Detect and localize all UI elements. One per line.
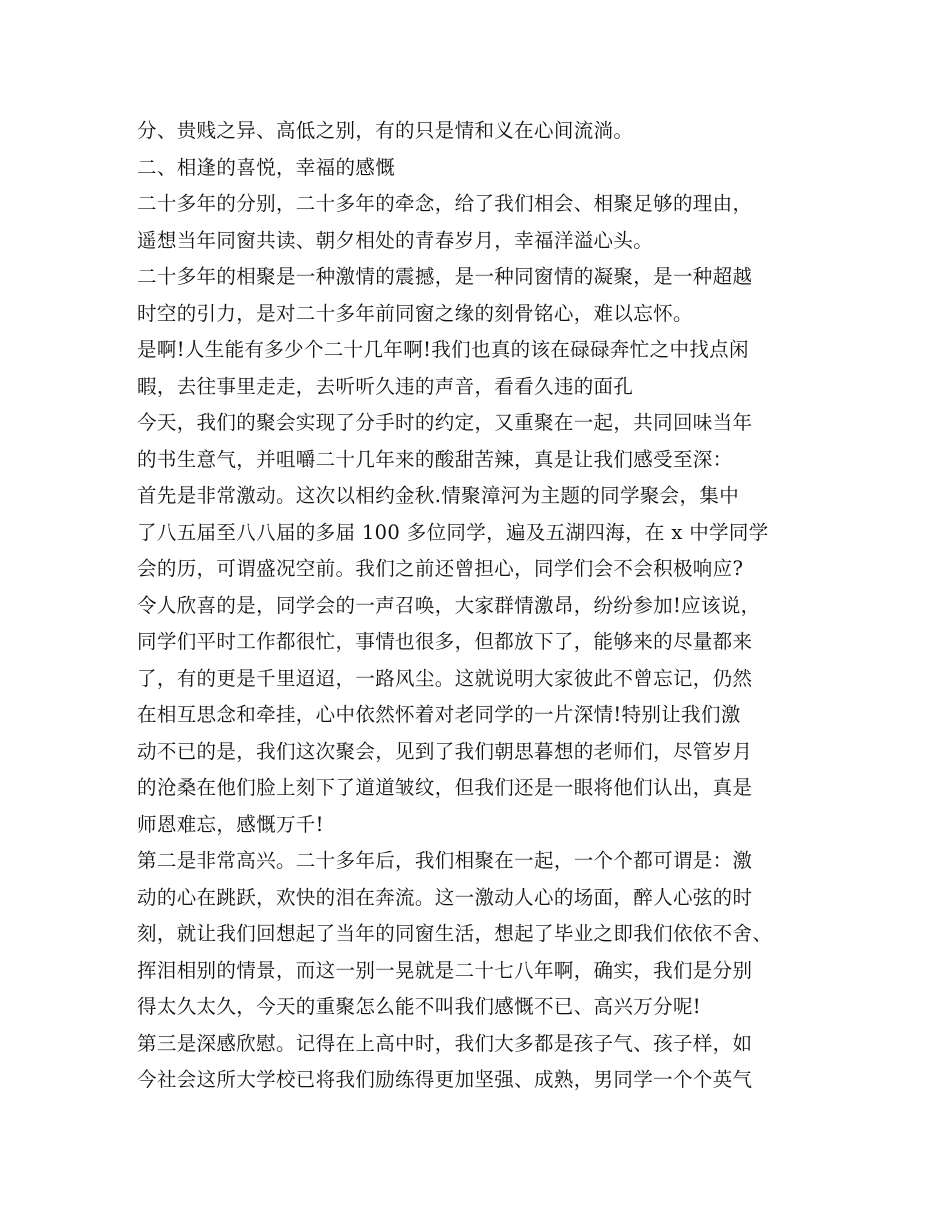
text-line: 令人欣喜的是，同学会的一声召唤，大家群情激昂，纷纷参加!应该说， (137, 593, 761, 617)
text-line: 首先是非常激动。这次以相约金秋.情聚漳河为主题的同学聚会，集中 (137, 484, 740, 507)
text-line: 二十多年的分别，二十多年的牵念，给了我们相会、相聚足够的理由， (137, 192, 753, 215)
text-line: 同学们平时工作都很忙，事情也很多，但都放下了，能够来的尽量都来 (137, 630, 753, 653)
text-line: 动的心在跳跃，欢快的泪在奔流。这一激动人心的场面，醉人心弦的时 (137, 885, 753, 909)
text-line: 会的历，可谓盛况空前。我们之前还曾担心，同学们会不会积极响应? (137, 557, 744, 580)
text-line: 今社会这所大学校已将我们励练得更加坚强、成熟，男同学一个个英气 (137, 1068, 753, 1091)
text-line: 动不已的是，我们这次聚会，见到了我们朝思暮想的老师们，尽管岁月 (137, 739, 753, 763)
text-line: 第三是深感欣慰。记得在上高中时，我们大多都是孩子气、孩子样，如 (137, 1031, 753, 1055)
text-line: 的沧桑在他们脸上刻下了道道皱纹，但我们还是一眼将他们认出，真是 (137, 776, 753, 799)
text-line: 遥想当年同窗共读、朝夕相处的青春岁月，幸福洋溢心头。 (137, 228, 654, 252)
text-line: 时空的引力，是对二十多年前同窗之缘的刻骨铭心，难以忘怀。 (137, 301, 693, 325)
text-line: 第二是非常高兴。二十多年后，我们相聚在一起，一个个都可谓是：激 (137, 849, 753, 872)
text-line: 是啊!人生能有多少个二十几年啊!我们也真的该在碌碌奔忙之中找点闲 (137, 338, 749, 361)
text-line: 刻，就让我们回想起了当年的同窗生活，想起了毕业之即我们依依不舍、 (137, 922, 773, 945)
text-line: 二十多年的相聚是一种激情的震撼，是一种同窗情的凝聚，是一种超越 (137, 265, 753, 288)
text-line: 师恩难忘，感慨万千! (137, 812, 324, 836)
text-line: 得太久太久，今天的重聚怎么能不叫我们感慨不已、高兴万分呢! (137, 995, 701, 1018)
text-line: 暇，去往事里走走，去听听久违的声音，看看久违的面孔 (137, 374, 634, 398)
text-line: 的书生意气，并咀嚼二十几年来的酸甜苦辣，真是让我们感受至深： (137, 447, 733, 471)
text-line: 今天，我们的聚会实现了分手时的约定，又重聚在一起，共同回味当年 (137, 411, 753, 434)
text-line: 了，有的更是千里迢迢，一路风尘。这就说明大家彼此不曾忘记，仍然 (137, 666, 753, 690)
section-heading: 二、相逢的喜悦，幸福的感慨 (137, 155, 396, 179)
document-body (137, 113, 827, 1099)
text-line: 挥泪相别的情景，而这一别一晃就是二十七八年啊，确实，我们是分别 (137, 958, 753, 982)
text-line: 分、贵贱之异、高低之别，有的只是情和义在心间流淌。 (137, 119, 634, 142)
text-line: 在相互思念和牵挂，心中依然怀着对老同学的一片深情!特别让我们激 (137, 703, 741, 726)
text-line: 了八五届至八八届的多届 100 多位同学，遍及五湖四海，在 x 中学同学 (137, 520, 769, 544)
